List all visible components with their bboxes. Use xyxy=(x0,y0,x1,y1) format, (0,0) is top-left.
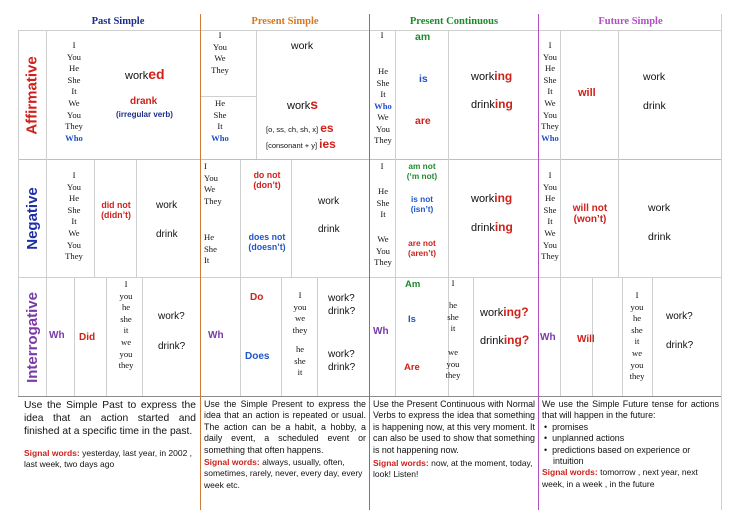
present-int-q-bottom: work? drink? xyxy=(328,349,356,373)
grid-line xyxy=(256,30,257,159)
grid-line xyxy=(473,278,474,396)
continuous-aff-pronoun-i: I xyxy=(380,30,384,40)
past-neg-aux: did not (didn’t) xyxy=(101,200,131,220)
present-int-wh: Wh xyxy=(208,330,224,341)
past-signal-words: Signal words: yesterday, last year, in 2002 , last week, two days ago xyxy=(24,448,193,470)
grid-line xyxy=(240,278,241,396)
future-aff-verb-work: work xyxy=(643,71,666,83)
past-int-pronouns: I you he she it we you they xyxy=(118,279,134,371)
present-aff-pronouns-2: He She It Who xyxy=(211,98,229,143)
present-neg-verb-drink: drink xyxy=(318,224,340,235)
future-int-pronouns: I you he she it we you they xyxy=(629,290,645,382)
grid-line xyxy=(622,278,623,396)
continuous-aff-drinking: drinking xyxy=(471,97,513,111)
present-signal-words: Signal words: always, usually, often, sometimes, rarely, never, every day, every week etc. xyxy=(204,457,363,490)
continuous-aff-pronouns-3: We You They xyxy=(374,112,392,146)
grid-line xyxy=(281,278,282,396)
present-description: Use the Simple Present to express the idea that an action is repeated or usual. The action can be a habit, a hobby, a daily event, a scheduled event or something that often happens. Signal words: always, usually, often, sometimes, rarely, never, every day, every week etc. xyxy=(204,399,366,490)
continuous-description: Use the Present Continuous with Normal Verbs to express the idea that something is happening now, at this very moment. It can also be used to show that something is not happening now. Signal words: now, at the moment, today, look! Listen! xyxy=(373,399,535,480)
future-signal-words: Signal words: tomorrow , next year, next week, in a week , in the future xyxy=(542,467,698,489)
grid-line xyxy=(18,277,722,278)
continuous-aff-working: working xyxy=(471,69,513,83)
header-present-continuous: Present Continuous xyxy=(409,16,499,27)
past-aff-irregular: (irregular verb) xyxy=(116,110,173,119)
continuous-neg-pronouns-2: He She It xyxy=(376,186,390,220)
grid-line xyxy=(142,278,143,396)
present-neg-does-not: does not (doesn’t) xyxy=(248,232,286,252)
present-neg-verb-work: work xyxy=(318,196,340,207)
continuous-aff-is: is xyxy=(419,73,428,85)
present-int-do: Do xyxy=(250,292,264,303)
past-int-q-work: work? xyxy=(158,311,185,322)
continuous-neg-working: working xyxy=(471,191,513,205)
row-label-negative: Negative xyxy=(23,187,41,250)
grid-line xyxy=(652,278,653,396)
future-bullet: • unplanned actions xyxy=(544,433,719,444)
continuous-neg-are-not: are not (aren’t) xyxy=(407,238,437,258)
header-present-simple: Present Simple xyxy=(251,16,319,27)
continuous-int-is: Is xyxy=(408,314,416,325)
grid-line xyxy=(395,30,396,396)
past-int-q-drink: drink? xyxy=(158,341,186,352)
past-neg-pronouns: I You He She It We You They xyxy=(65,170,83,262)
continuous-aff-are: are xyxy=(415,115,431,127)
future-int-wh: Wh xyxy=(540,332,556,343)
continuous-neg-drinking: drinking xyxy=(471,220,513,234)
grid-line xyxy=(106,278,107,396)
continuous-int-pronouns-3: we you they xyxy=(445,347,461,381)
future-aff-pronouns: I You He She It We You They Who xyxy=(541,40,559,143)
past-neg-verb-drink: drink xyxy=(156,229,178,240)
continuous-neg-pronouns-3: We You They xyxy=(374,234,392,268)
future-neg-verb-drink: drink xyxy=(648,231,671,243)
continuous-neg-is-not: is not (isn’t) xyxy=(410,194,434,214)
grid-line xyxy=(18,30,722,31)
row-label-affirmative: Affirmative xyxy=(23,55,41,135)
future-bullet: • promises xyxy=(544,422,719,433)
present-int-pronouns-2: he she it xyxy=(294,344,306,378)
past-int-did: Did xyxy=(79,332,96,343)
continuous-int-are: Are xyxy=(404,362,420,373)
past-aff-verb: worked xyxy=(125,66,165,82)
present-neg-do-not: do not (don’t) xyxy=(253,170,281,190)
row-label-interrogative: Interrogative xyxy=(23,291,41,383)
past-description: Use the Simple Past to express the idea that an action started and finished at a specific time in the past. Signal words: yesterday, last year, in 2002 , last week, two days ago xyxy=(24,400,196,470)
present-aff-rule-es: [o, ss, ch, sh, x] es xyxy=(266,121,334,135)
tense-table xyxy=(18,14,722,510)
grid-line xyxy=(721,14,722,510)
present-neg-pronouns-2: He She It xyxy=(204,232,217,266)
continuous-int-am: Am xyxy=(405,279,421,290)
grid-line xyxy=(74,278,75,396)
future-int-will: Will xyxy=(577,334,595,345)
future-description: We use the Simple Future tense for actions that will happen in the future: • promises • unplanned actions • predictions based on experience or intuition Signal words: tomorrow , next year, next week, in a week , in the future xyxy=(542,399,719,509)
grid-line xyxy=(291,160,292,277)
future-neg-pronouns: I You He She It We You They xyxy=(541,170,559,262)
grid-line xyxy=(46,30,47,396)
past-aff-pronouns: I You He She It We You They Who xyxy=(65,40,83,143)
continuous-int-drinking: drinking? xyxy=(480,333,530,347)
present-int-pronouns-1: I you we they xyxy=(292,290,308,335)
future-int-q-drink: drink? xyxy=(666,340,694,351)
future-bullet-list xyxy=(544,422,719,468)
grid-line xyxy=(18,396,722,397)
grid-line xyxy=(201,96,256,97)
future-int-q-work: work? xyxy=(666,311,693,322)
present-int-q-top: work? drink? xyxy=(328,293,356,317)
continuous-aff-pronouns-2: He She It Who xyxy=(374,66,392,111)
grid-line xyxy=(136,160,137,277)
continuous-int-pronoun-i: I xyxy=(451,278,455,288)
continuous-int-working: working? xyxy=(480,305,529,319)
grid-line xyxy=(200,14,201,510)
future-aff-will: will xyxy=(578,87,596,99)
grid-line xyxy=(317,278,318,396)
header-future-simple: Future Simple xyxy=(598,16,663,27)
future-neg-verb-work: work xyxy=(648,202,671,214)
continuous-int-pronouns-2: he she it xyxy=(447,300,459,334)
past-neg-verb-work: work xyxy=(156,200,178,211)
grid-line xyxy=(448,30,449,396)
grid-line xyxy=(369,14,370,510)
present-aff-rule-ies: [consonant + y] ies xyxy=(266,137,336,151)
grid-line xyxy=(618,30,619,277)
past-int-wh: Wh xyxy=(49,330,65,341)
present-aff-verb-works: works xyxy=(287,96,319,112)
present-aff-pronouns-1: I You We They xyxy=(211,30,229,75)
future-bullet: • predictions based on experience or intuition xyxy=(544,445,719,468)
present-neg-pronouns-1: I You We They xyxy=(204,161,222,206)
continuous-neg-pronoun-i: I xyxy=(380,161,384,171)
future-neg-will-not: will not (won’t) xyxy=(572,203,608,225)
grid-line xyxy=(240,160,241,277)
continuous-aff-am: am xyxy=(415,31,431,43)
continuous-neg-am-not: am not (‘m not) xyxy=(406,161,438,181)
present-int-does: Does xyxy=(245,351,270,362)
past-aff-drank: drank xyxy=(130,96,158,107)
future-aff-verb-drink: drink xyxy=(643,100,666,112)
header-past-simple: Past Simple xyxy=(91,16,145,27)
continuous-int-wh: Wh xyxy=(373,326,389,337)
grid-line xyxy=(18,159,722,160)
continuous-signal-words: Signal words: now, at the moment, today, look! Listen! xyxy=(373,458,533,480)
present-aff-verb-work: work xyxy=(291,40,314,52)
grid-line xyxy=(94,160,95,277)
